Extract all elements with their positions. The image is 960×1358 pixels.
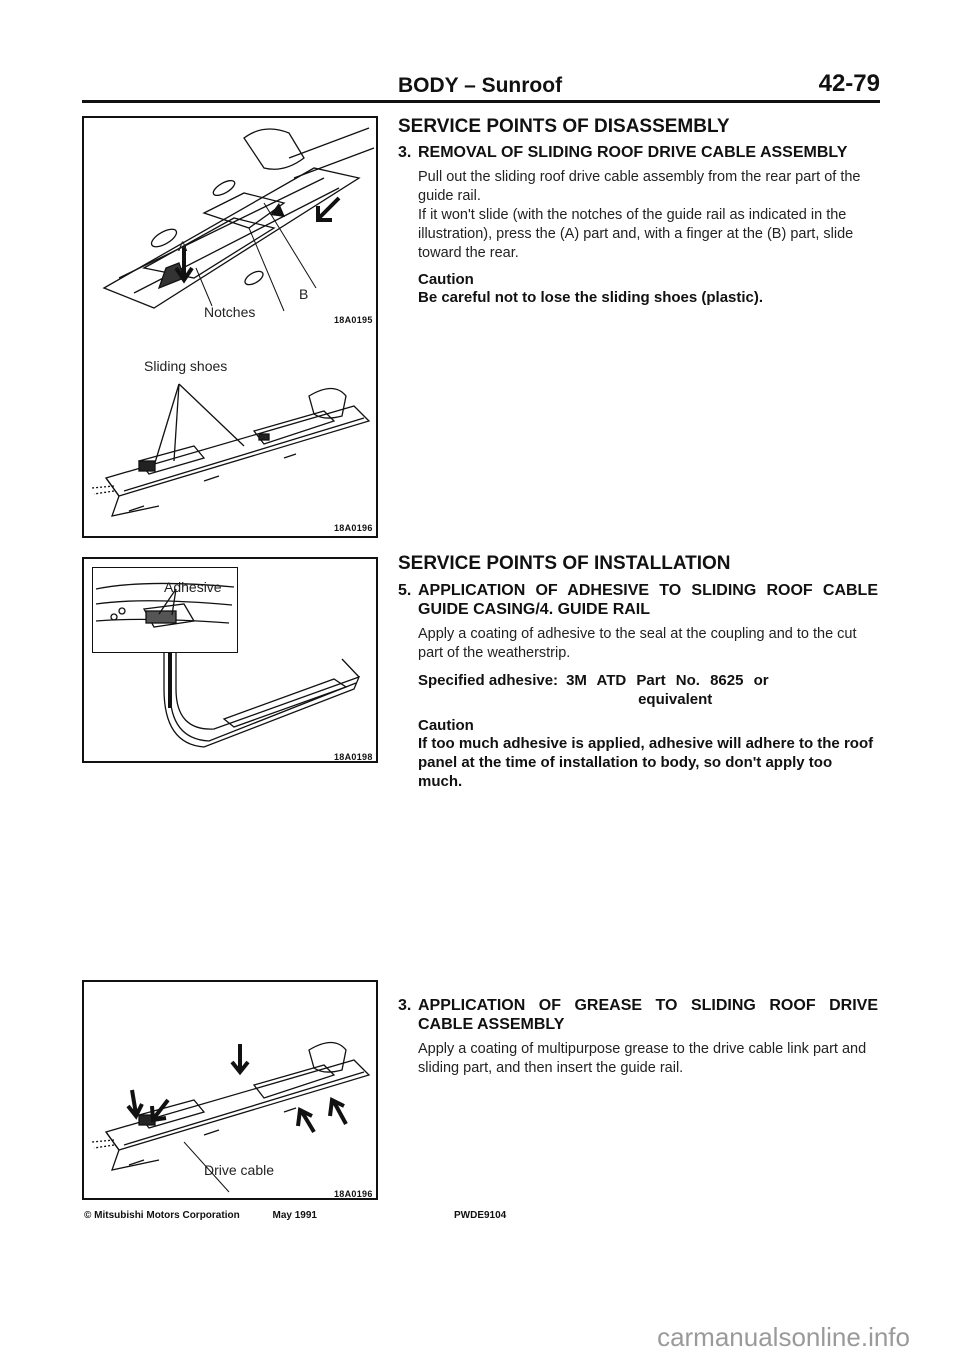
section-heading-installation: SERVICE POINTS OF INSTALLATION bbox=[398, 553, 731, 574]
section-disassembly bbox=[398, 116, 878, 307]
footer-date: May 1991 bbox=[272, 1210, 317, 1221]
figure-code-4: 18A0196 bbox=[334, 1189, 373, 1199]
step-number: 3. bbox=[398, 997, 412, 1014]
spec-line bbox=[418, 671, 878, 709]
step-number: 5. bbox=[398, 582, 412, 599]
footer-copyright bbox=[84, 1210, 317, 1221]
figure-code-2: 18A0196 bbox=[334, 523, 373, 533]
label-notches: Notches bbox=[204, 304, 256, 320]
step-heading bbox=[398, 581, 878, 619]
paragraph: Apply a coating of adhesive to the seal at the coupling and to the cut part of the weatherstrip. bbox=[418, 626, 857, 661]
caution-heading: Caution bbox=[418, 717, 474, 734]
footer-doc-code: PWDE9104 bbox=[454, 1210, 507, 1221]
section-installation bbox=[398, 553, 878, 791]
step-heading bbox=[398, 143, 878, 162]
spec-value-line1: 3M ATD Part No. 8625 or bbox=[566, 672, 769, 689]
watermark: carmanualsonline.info bbox=[657, 1322, 910, 1352]
section-heading-disassembly: SERVICE POINTS OF DISASSEMBLY bbox=[398, 116, 730, 137]
step-number: 3. bbox=[398, 144, 412, 161]
step-heading bbox=[398, 996, 878, 1034]
spec-value-line2: equivalent bbox=[638, 691, 713, 708]
illustration-notches bbox=[84, 118, 376, 328]
caution-heading: Caution bbox=[418, 271, 474, 288]
paragraph: Pull out the sliding roof drive cable assembly from the rear part of the guide rail. bbox=[418, 169, 861, 204]
copyright-text: © Mitsubishi Motors Corporation bbox=[84, 1210, 240, 1221]
figure-box-grease bbox=[82, 980, 378, 1200]
illustration-adhesive bbox=[84, 559, 376, 761]
label-adhesive: Adhesive bbox=[164, 579, 222, 595]
spec-value bbox=[566, 671, 769, 709]
figure-box-adhesive bbox=[82, 557, 378, 763]
caution-text: Be careful not to lose the sliding shoes (plastic). bbox=[418, 289, 764, 306]
caution-text: If too much adhesive is applied, adhesive will adhere to the roof panel at the time of installation to body, so don't apply too much. bbox=[418, 735, 874, 790]
page-number: 42-79 bbox=[818, 70, 880, 97]
figure-code: 18A0195 bbox=[334, 315, 373, 325]
label-a: A bbox=[178, 238, 188, 254]
spec-label: Specified adhesive: bbox=[418, 672, 559, 689]
label-b: B bbox=[299, 286, 309, 302]
label-sliding-shoes: Sliding shoes bbox=[144, 358, 228, 374]
header-rule bbox=[82, 100, 880, 103]
step-title: APPLICATION OF GREASE TO SLIDING ROOF DRIVE CABLE ASSEMBLY bbox=[418, 997, 878, 1033]
step-title: APPLICATION OF ADHESIVE TO SLIDING ROOF CABLE GUIDE CASING/4. GUIDE RAIL bbox=[418, 582, 878, 618]
figure-box-disassembly bbox=[82, 116, 378, 538]
page-title: BODY – Sunroof bbox=[397, 74, 563, 97]
figure-code-3: 18A0198 bbox=[334, 752, 373, 762]
label-drive-cable: Drive cable bbox=[204, 1162, 275, 1178]
section-grease bbox=[398, 996, 878, 1078]
paragraph: If it won't slide (with the notches of the guide rail as indicated in the illustration), press the (A) part and, with a finger at the (B) part, slide toward the rear. bbox=[418, 207, 854, 261]
paragraph: Apply a coating of multipurpose grease to the drive cable link part and sliding part, and then insert the guide rail. bbox=[418, 1041, 867, 1076]
illustration-sliding-shoes bbox=[84, 366, 376, 536]
step-title: REMOVAL OF SLIDING ROOF DRIVE CABLE ASSEMBLY bbox=[418, 144, 848, 161]
